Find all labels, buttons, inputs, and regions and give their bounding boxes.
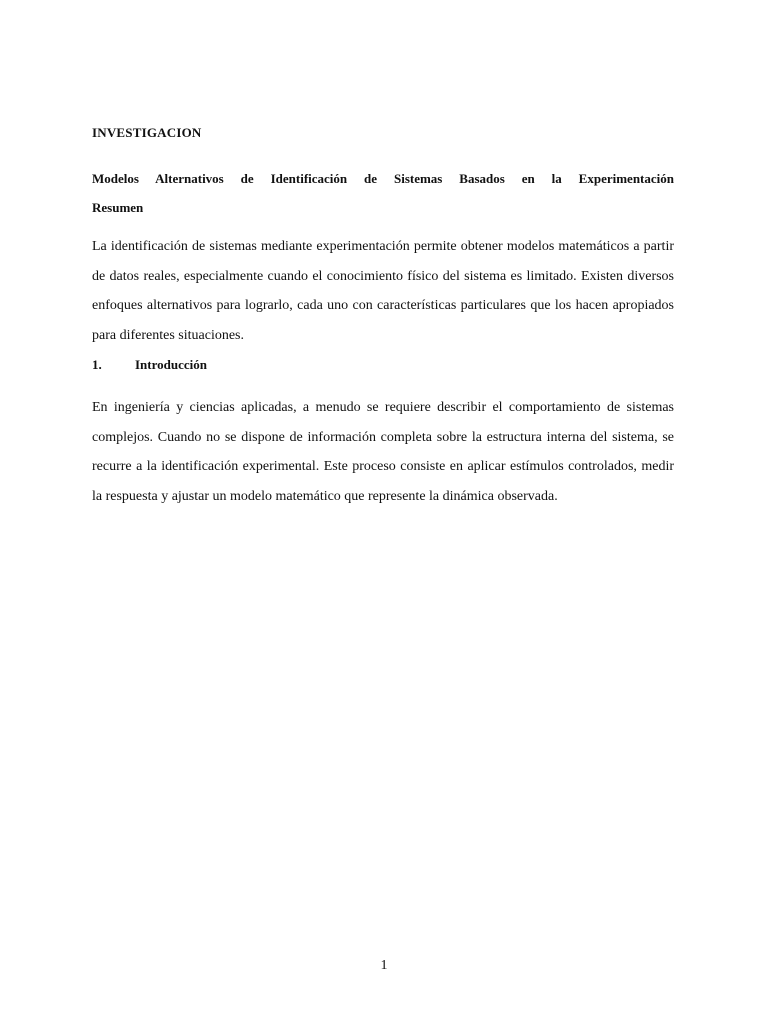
section-number: 1. (92, 357, 102, 372)
abstract-heading: Resumen (92, 200, 144, 215)
header-label: INVESTIGACION (92, 125, 202, 140)
section-title: Introducción (135, 357, 207, 372)
document-title: Modelos Alternativos de Identificación de Sistemas Basados en la Experimentación (92, 171, 674, 186)
page-number: 1 (380, 958, 388, 973)
section-heading (92, 357, 207, 373)
abstract-paragraph: La identificación de sistemas mediante experimentación permite obtener modelos matemáticos a partir de datos reales, especialmente cuando el conocimiento físico del sistema es limitado. Existen diversos enfoques alternativos para lograrlo, cada uno con características particulares que los hacen apropiados para diferentes situaciones. (92, 239, 674, 343)
section-paragraph: En ingeniería y ciencias aplicadas, a menudo se requiere describir el comportamiento de sistemas complejos. Cuando no se dispone de información completa sobre la estructura interna del sistema, se recurre a la identificación experimental. Este proceso consiste en aplicar estímulos controlados, medir la respuesta y ajustar un modelo matemático que represente la dinámica observada. (92, 400, 674, 504)
